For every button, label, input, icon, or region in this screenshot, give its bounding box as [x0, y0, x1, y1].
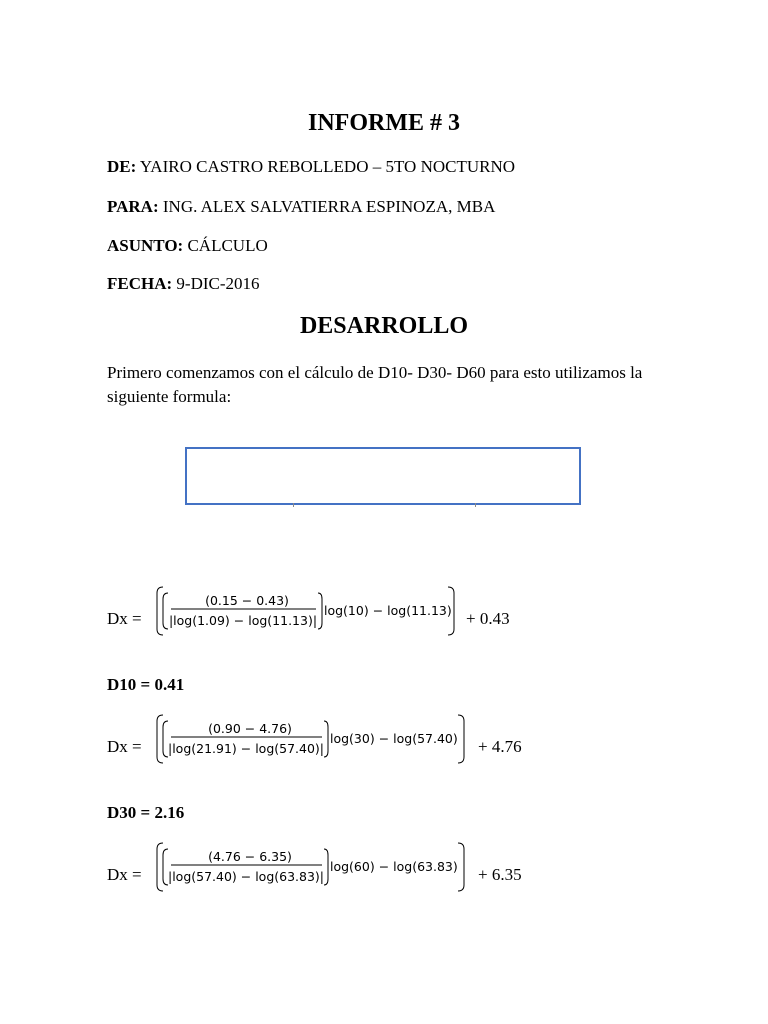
equation-1-plus: + 0.43 [466, 609, 510, 628]
header-asunto-label: ASUNTO: [107, 236, 184, 255]
equation-3-denominator: |log(57.40) − log(63.83)| [167, 869, 325, 884]
equation-2-expression [154, 715, 474, 775]
header-asunto [107, 236, 268, 256]
formula-box [185, 447, 581, 505]
equation-1-expression [154, 587, 474, 647]
header-de [107, 157, 515, 177]
header-fecha-label: FECHA: [107, 274, 173, 293]
equation-2-numerator: (0.90 − 4.76) [208, 721, 292, 736]
equation-2-denominator: |log(21.91) − log(57.40)| [167, 741, 325, 756]
equation-1-numerator: (0.15 − 0.43) [205, 593, 289, 608]
result-d10: D10 = 0.41 [107, 675, 185, 694]
equation-1-middle: log(10) − log(11.13) [324, 603, 452, 618]
header-para [107, 197, 495, 217]
formula-box-tick-right [475, 503, 476, 507]
header-para-label: PARA: [107, 197, 159, 216]
equation-2-middle: log(30) − log(57.40) [330, 731, 458, 746]
equation-3 [107, 843, 667, 907]
header-de-value: YAIRO CASTRO REBOLLEDO – 5TO NOCTURNO [139, 157, 516, 176]
document-title: INFORME # 3 [308, 110, 460, 136]
intro-paragraph: Primero comenzamos con el cálculo de D10- D30- D60 para esto utilizamos la siguiente formula: [107, 363, 643, 406]
equation-3-plus: + 6.35 [478, 865, 522, 884]
equation-3-numerator: (4.76 − 6.35) [208, 849, 292, 864]
section-title: DESARROLLO [299, 313, 469, 339]
result-d30: D30 = 2.16 [107, 803, 185, 822]
header-fecha-value: 9-DIC-2016 [176, 274, 260, 293]
equation-3-lhs: Dx = [107, 865, 142, 884]
equation-3-expression [154, 843, 474, 903]
equation-1-denominator: |log(1.09) − log(11.13)| [168, 613, 318, 628]
equation-2-lhs: Dx = [107, 737, 142, 756]
header-fecha [107, 274, 260, 294]
formula-box-tick-left [293, 503, 294, 507]
equation-1-lhs: Dx = [107, 609, 142, 628]
equation-2-plus: + 4.76 [478, 737, 522, 756]
equation-2 [107, 715, 667, 779]
header-asunto-value: CÁLCULO [187, 236, 268, 255]
equation-1 [107, 587, 667, 651]
header-para-value: ING. ALEX SALVATIERRA ESPINOZA, MBA [162, 197, 496, 216]
header-de-label: DE: [107, 157, 137, 176]
equation-3-middle: log(60) − log(63.83) [330, 859, 458, 874]
